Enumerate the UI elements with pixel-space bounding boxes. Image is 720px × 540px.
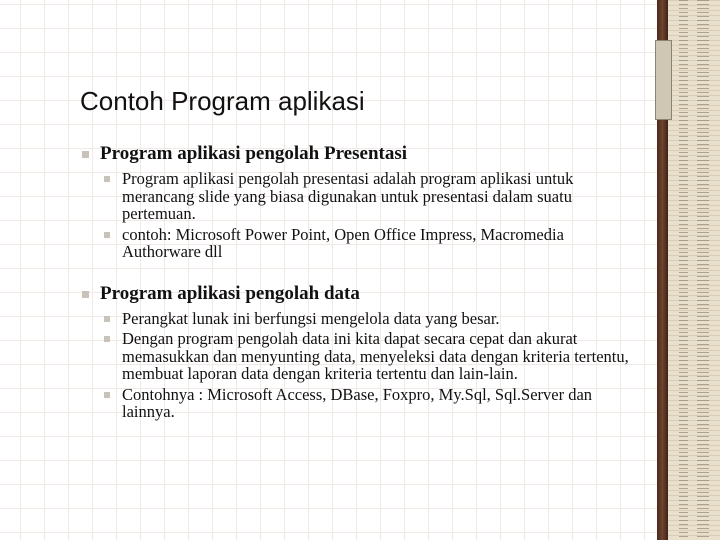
ruler-ticks — [679, 0, 709, 540]
item-text: Dengan program pengolah data ini kita dapat secara cepat dan akurat memasukkan dan menyunting data, menyeleksi data dengan kriteria tertentu, membuat laporan data dengan kriteria tertentu dan lain-lain. — [122, 329, 629, 383]
heading-text: Program aplikasi pengolah Presentasi — [100, 143, 408, 164]
bullet-item — [80, 170, 640, 223]
bullet-icon — [104, 176, 110, 182]
bullet-icon — [82, 291, 89, 298]
ruler-clip — [655, 40, 672, 120]
slide-content — [80, 142, 640, 424]
bullet-item — [80, 330, 640, 383]
heading-text: Program aplikasi pengolah data — [100, 282, 360, 304]
ruler-decoration — [657, 0, 720, 540]
slide-title: Contoh Program aplikasi — [80, 86, 365, 116]
bullet-item — [80, 386, 640, 421]
item-text: Contohnya : Microsoft Access, DBase, Foxpro, My.Sql, Sql.Server dan lainnya. — [122, 384, 593, 421]
item-text: contoh: Microsoft Power Point, Open Office Impress, Macromedia Authorware dll — [122, 224, 564, 261]
item-text: Program aplikasi pengolah presentasi adalah program aplikasi untuk merancang slide yang biasa digunakan untuk presentasi dalam suatu pertemuan. — [122, 169, 574, 223]
bullet-item — [80, 226, 640, 261]
bullet-icon — [82, 151, 89, 158]
bullet-heading — [80, 282, 640, 306]
bullet-heading — [80, 142, 640, 166]
item-text: Perangkat lunak ini berfungsi mengelola data yang besar. — [122, 308, 500, 328]
bullet-icon — [104, 392, 110, 398]
bullet-icon — [104, 316, 110, 322]
bullet-item — [80, 310, 640, 328]
bullet-icon — [104, 232, 110, 238]
bullet-icon — [104, 336, 110, 342]
